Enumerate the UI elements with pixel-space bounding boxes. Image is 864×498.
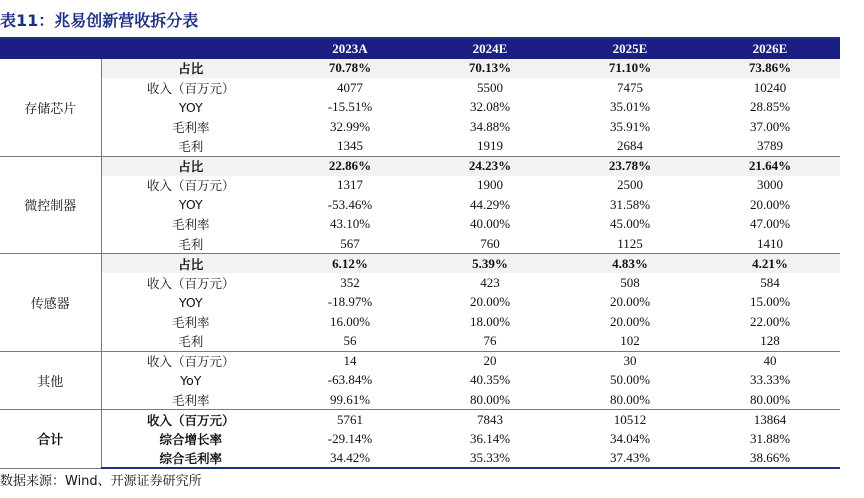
value-cell: 32.08%: [469, 99, 511, 115]
value-cell: 16.00%: [329, 313, 371, 329]
table-group: [0, 351, 840, 410]
revenue-split-table: [0, 39, 840, 469]
value-cell: 23.78%: [560, 156, 700, 176]
value-cell: 4.21%: [700, 254, 840, 274]
value-cell: 36.14%: [420, 429, 560, 449]
value-cell: 34.88%: [469, 118, 511, 134]
category-cell: 合计: [0, 410, 101, 469]
value-cell: 1900: [477, 177, 503, 193]
value-cell: 45.00%: [609, 216, 651, 232]
table-row: [0, 234, 840, 254]
table-row: [0, 332, 840, 352]
value-cell: 760: [420, 234, 560, 254]
value-cell: 5.39%: [420, 254, 560, 274]
value-cell: 35.91%: [609, 118, 651, 134]
metric-cell: 收入（百万元）: [146, 354, 235, 369]
metric-cell: YoY: [180, 372, 202, 388]
value-cell: 6.12%: [280, 254, 420, 274]
table-row: [0, 449, 840, 469]
value-cell: -18.97%: [327, 294, 373, 310]
header-row: [0, 39, 840, 59]
value-cell: 7475: [617, 79, 643, 95]
table-row: [0, 293, 840, 313]
value-cell: 14: [343, 353, 357, 368]
metric-cell: 收入（百万元）: [146, 80, 235, 96]
table-row: [0, 273, 840, 293]
metric-cell: 收入（百万元）: [146, 275, 235, 291]
value-cell: 1410: [700, 234, 840, 254]
metric-cell: YOY: [178, 294, 203, 310]
metric-cell: 毛利率: [171, 119, 210, 135]
value-cell: 1317: [337, 177, 363, 193]
value-cell: 37.00%: [749, 118, 791, 134]
value-cell: 44.29%: [469, 196, 511, 212]
value-cell: 30: [623, 353, 637, 368]
metric-cell: 占比: [101, 59, 280, 79]
value-cell: 80.00%: [560, 390, 700, 410]
value-cell: 22.00%: [749, 313, 791, 329]
value-cell: -29.14%: [280, 429, 420, 449]
table-row: [0, 312, 840, 332]
value-cell: 37.43%: [560, 449, 700, 469]
value-cell: 99.61%: [280, 390, 420, 410]
table-row: [0, 410, 840, 430]
table-row: [0, 254, 840, 274]
value-cell: 31.58%: [609, 196, 651, 212]
metric-cell: 毛利: [101, 137, 280, 157]
value-cell: 10512: [560, 410, 700, 430]
value-cell: 35.33%: [420, 449, 560, 469]
value-cell: 1125: [560, 234, 700, 254]
value-cell: -53.46%: [327, 196, 373, 212]
value-cell: 102: [560, 332, 700, 352]
value-cell: 80.00%: [700, 390, 840, 410]
value-cell: 22.86%: [280, 156, 420, 176]
metric-cell: 毛利率: [171, 217, 210, 233]
value-cell: 2500: [617, 177, 643, 193]
value-cell: 3789: [700, 137, 840, 157]
table-row: [0, 59, 840, 79]
metric-cell: 毛利率: [171, 314, 210, 330]
table-row: [0, 429, 840, 449]
value-cell: 352: [340, 274, 360, 290]
value-cell: 33.33%: [749, 372, 791, 388]
metric-cell: 毛利: [101, 332, 280, 352]
value-cell: 71.10%: [560, 59, 700, 79]
category-cell: 传感器: [0, 254, 101, 352]
value-cell: 508: [620, 274, 640, 290]
header-year: 2023A: [280, 39, 420, 59]
category-cell: 微控制器: [0, 156, 101, 254]
value-cell: 24.23%: [420, 156, 560, 176]
value-cell: 21.64%: [700, 156, 840, 176]
value-cell: 20: [483, 353, 497, 368]
value-cell: 1919: [420, 137, 560, 157]
value-cell: 70.78%: [280, 59, 420, 79]
value-cell: 15.00%: [749, 294, 791, 310]
value-cell: 73.86%: [700, 59, 840, 79]
value-cell: -15.51%: [327, 99, 373, 115]
value-cell: 34.42%: [280, 449, 420, 469]
metric-cell: 毛利: [101, 234, 280, 254]
value-cell: 20.00%: [749, 196, 791, 212]
value-cell: 3000: [757, 177, 783, 193]
value-cell: 56: [280, 332, 420, 352]
metric-cell: YOY: [178, 99, 203, 115]
table-row: [0, 78, 840, 98]
header-year: 2024E: [420, 39, 560, 59]
metric-cell: 收入（百万元）: [146, 178, 235, 194]
value-cell: 4077: [337, 79, 363, 95]
value-cell: 34.04%: [560, 429, 700, 449]
table-row: [0, 351, 840, 371]
table-row: [0, 195, 840, 215]
value-cell: 128: [700, 332, 840, 352]
value-cell: 20.00%: [469, 294, 511, 310]
category-cell: 存储芯片: [0, 59, 101, 157]
metric-cell: 占比: [101, 254, 280, 274]
value-cell: 2684: [560, 137, 700, 157]
table-row: [0, 98, 840, 118]
value-cell: 47.00%: [749, 216, 791, 232]
metric-cell: YOY: [178, 197, 203, 213]
value-cell: 20.00%: [609, 313, 651, 329]
metric-cell: 毛利率: [101, 390, 280, 410]
metric-cell: 占比: [101, 156, 280, 176]
value-cell: 423: [480, 274, 500, 290]
header-year: 2025E: [560, 39, 700, 59]
table-group: [0, 156, 840, 254]
value-cell: 13864: [700, 410, 840, 430]
value-cell: 10240: [753, 79, 787, 95]
table-group: [0, 59, 840, 157]
value-cell: 7843: [420, 410, 560, 430]
metric-cell: 综合增长率: [101, 429, 280, 449]
category-cell: 其他: [0, 351, 101, 410]
value-cell: 567: [280, 234, 420, 254]
value-cell: 4.83%: [560, 254, 700, 274]
table-title: 表11：兆易创新营收拆分表: [0, 11, 199, 30]
metric-cell: 综合毛利率: [101, 449, 280, 469]
table-row: [0, 176, 840, 196]
value-cell: 43.10%: [329, 216, 371, 232]
value-cell: 1345: [280, 137, 420, 157]
value-cell: 18.00%: [469, 313, 511, 329]
table-group: [0, 254, 840, 352]
header-metric: [101, 39, 280, 59]
value-cell: 80.00%: [420, 390, 560, 410]
value-cell: 31.88%: [700, 429, 840, 449]
value-cell: 5761: [280, 410, 420, 430]
value-cell: 5500: [477, 79, 503, 95]
table-row: [0, 156, 840, 176]
table-row: [0, 215, 840, 235]
value-cell: 38.66%: [700, 449, 840, 469]
value-cell: 32.99%: [329, 118, 371, 134]
value-cell: -63.84%: [327, 372, 373, 388]
value-cell: 50.00%: [609, 372, 651, 388]
value-cell: 40.00%: [469, 216, 511, 232]
value-cell: 40: [763, 353, 777, 368]
header-year: 2026E: [700, 39, 840, 59]
value-cell: 584: [760, 274, 780, 290]
value-cell: 76: [420, 332, 560, 352]
table-group: [0, 410, 840, 469]
metric-cell: 收入（百万元）: [101, 410, 280, 430]
value-cell: 40.35%: [469, 372, 511, 388]
table-row: [0, 117, 840, 137]
value-cell: 20.00%: [609, 294, 651, 310]
value-cell: 28.85%: [749, 99, 791, 115]
table-row: [0, 137, 840, 157]
table-row: [0, 371, 840, 391]
source-note: 数据来源：Wind、开源证券研究所: [0, 474, 202, 489]
value-cell: 35.01%: [609, 99, 651, 115]
table-row: [0, 390, 840, 410]
header-category: [0, 39, 101, 59]
value-cell: 70.13%: [420, 59, 560, 79]
